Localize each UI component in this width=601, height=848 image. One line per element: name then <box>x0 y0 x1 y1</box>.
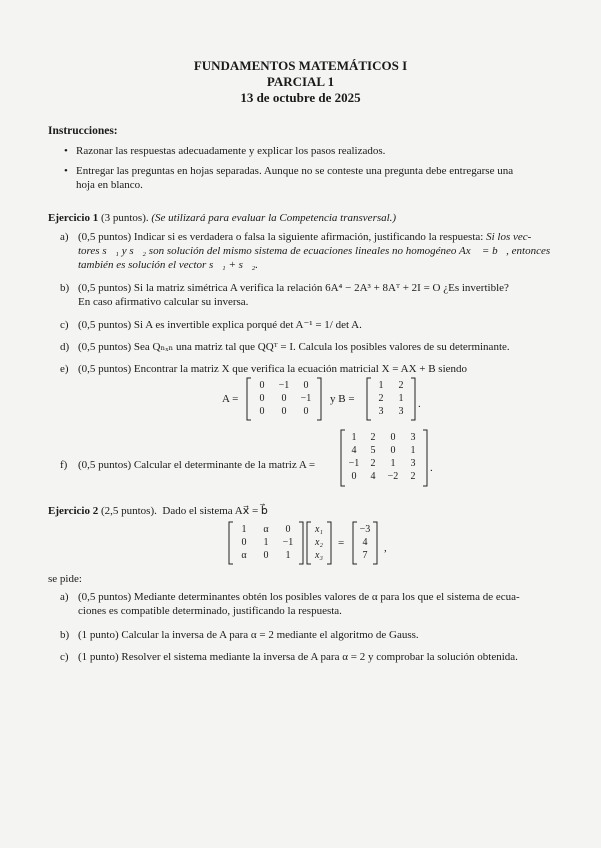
vector-cell: 4 <box>362 537 368 548</box>
exercise-2-points: (2,5 puntos). <box>100 505 157 517</box>
instructions-heading: Instrucciones: <box>48 125 118 137</box>
matrix-cell: 2 <box>370 458 376 469</box>
ex1-a-marker: a) <box>60 231 69 243</box>
ex1-b-marker: b) <box>60 282 70 294</box>
ex2-equals: = <box>338 537 345 549</box>
exam-title: FUNDAMENTOS MATEMÁTICOS I <box>193 58 408 73</box>
ex2-se-pide: se pide: <box>48 573 82 585</box>
instruction-item: • Razonar las respuestas adecuadamente y explicar los pasos realizados. <box>76 144 385 158</box>
ex2-vector-x <box>306 522 332 564</box>
matrix-cell: 0 <box>241 537 247 548</box>
vector-cell: −3 <box>359 524 371 535</box>
matrix-cell: −1 <box>300 393 312 404</box>
ex1-a-line1-text: (0,5 puntos) Indicar si es verdadera o falsa la siguiente afirmación, justificando la respuesta: <box>78 231 484 243</box>
matrix-cell: 4 <box>370 471 376 482</box>
ex2-a-line2: ciones es compatible determinado, justificando la respuesta. <box>78 605 342 617</box>
vector-cell: x₂ <box>315 537 323 548</box>
matrix-cell: 0 <box>281 393 287 404</box>
matrix-cell: 3 <box>410 458 416 469</box>
ex1-c-line1: (0,5 puntos) Si A es invertible explica porqué det A⁻¹ = 1/ det A. <box>78 319 362 331</box>
matrix-cell: 2 <box>410 471 416 482</box>
matrix-cell: 0 <box>259 393 265 404</box>
matrix-cell: 2 <box>398 380 404 391</box>
matrix-cell: 5 <box>370 445 376 456</box>
ex1-d-marker: d) <box>60 341 70 353</box>
matrix-cell: 0 <box>390 445 396 456</box>
matrix-cell: 2 <box>370 432 376 443</box>
ex1-e-A-label: A = <box>222 393 239 405</box>
ex1-f-matrix <box>340 430 428 486</box>
ex1-a-line1 <box>78 230 531 244</box>
exercise-2-heading <box>48 504 268 518</box>
instruction-item-cont: hoja en blanco. <box>76 179 143 191</box>
matrix-cell: 0 <box>285 524 291 535</box>
exercise-2-intro: Dado el sistema Ax⃗ = b⃗ <box>162 505 268 517</box>
matrix-cell: 3 <box>378 406 384 417</box>
ex2-vector-b <box>352 522 378 564</box>
matrix-cell: 2 <box>378 393 384 404</box>
matrix-cell: 1 <box>390 458 396 469</box>
matrix-cell: −1 <box>278 380 290 391</box>
exercise-1-note: (Se utilizará para evaluar la Competencia transversal.) <box>151 212 397 224</box>
matrix-cell: 4 <box>351 445 357 456</box>
vector-cell: x₃ <box>315 550 323 561</box>
ex2-c-marker: c) <box>60 651 69 663</box>
matrix-cell: −1 <box>282 537 294 548</box>
exam-date: 13 de octubre de 2025 <box>240 90 361 105</box>
ex1-e-line1: (0,5 puntos) Encontrar la matriz X que verifica la ecuación matricial X = AX + B siendo <box>78 363 468 375</box>
ex1-e-marker: e) <box>60 363 69 375</box>
ex1-f-end: . <box>430 462 433 474</box>
matrix-cell: 0 <box>351 471 357 482</box>
matrix-cell: 1 <box>263 537 269 548</box>
ex2-b-marker: b) <box>60 629 70 641</box>
ex2-a-marker: a) <box>60 591 69 603</box>
vector-cell: 7 <box>362 550 368 561</box>
ex1-e-matrix-A <box>246 378 322 420</box>
matrix-cell: 0 <box>303 406 309 417</box>
ex2-matrix-A <box>228 522 304 564</box>
vector-cell: x₁ <box>315 524 323 535</box>
matrix-cell: 0 <box>259 406 265 417</box>
ex1-a-line2: tores s⃗₁ y s⃗₂ son solución del mismo sistema de ecuaciones lineales no homogéneo Ax⃗ = b⃗, entonces <box>78 245 551 257</box>
exercise-2-title: Ejercicio 2 <box>48 505 99 517</box>
exercise-1-heading <box>48 211 396 225</box>
ex1-e-matrix-B <box>366 378 416 420</box>
ex1-f-line1: (0,5 puntos) Calcular el determinante de la matriz A = <box>78 459 316 471</box>
matrix-cell: 0 <box>263 550 269 561</box>
matrix-cell: 0 <box>281 406 287 417</box>
matrix-cell: 0 <box>303 380 309 391</box>
ex1-d-line1: (0,5 puntos) Sea Qₙₓₙ una matriz tal que QQᵀ = I. Calcula los posibles valores de su determinante. <box>78 341 510 353</box>
ex1-a-line3: también es solución el vector s⃗₁ + s⃗₂. <box>78 259 259 271</box>
matrix-cell: 3 <box>410 432 416 443</box>
matrix-cell: −2 <box>387 471 399 482</box>
ex2-c-line1: (1 punto) Resolver el sistema mediante la inversa de A para α = 2 y comprobar la solución obtenida. <box>78 651 518 663</box>
matrix-cell: 1 <box>351 432 357 443</box>
exam-subtitle: PARCIAL 1 <box>266 74 335 89</box>
matrix-cell: −1 <box>348 458 360 469</box>
matrix-cell: 0 <box>259 380 265 391</box>
instruction-item: • Entregar las preguntas en hojas separadas. Aunque no se conteste una pregunta debe entregarse una <box>76 164 513 178</box>
ex1-e-end: . <box>418 398 421 410</box>
ex1-a-line1-italic: Si los vec- <box>486 231 532 243</box>
ex1-e-B-label: y B = <box>330 393 355 405</box>
matrix-cell: α <box>263 524 269 535</box>
matrix-cell: 1 <box>378 380 384 391</box>
matrix-cell: α <box>241 550 247 561</box>
ex1-c-marker: c) <box>60 319 69 331</box>
exercise-1-title: Ejercicio 1 <box>48 212 99 224</box>
ex2-a-line1: (0,5 puntos) Mediante determinantes obtén los posibles valores de α para los que el sistema de ecua- <box>78 591 520 603</box>
exercise-1-points: (3 puntos). <box>100 212 149 224</box>
matrix-cell: 0 <box>390 432 396 443</box>
ex1-b-line2: En caso afirmativo calcular su inversa. <box>78 296 249 308</box>
ex1-f-marker: f) <box>60 459 68 471</box>
matrix-cell: 1 <box>241 524 247 535</box>
matrix-cell: 1 <box>285 550 291 561</box>
ex2-b-line1: (1 punto) Calcular la inversa de A para α = 2 mediante el algoritmo de Gauss. <box>78 629 419 641</box>
ex1-b-line1: (0,5 puntos) Si la matriz simétrica A verifica la relación 6A⁴ − 2A³ + 8Aᵀ + 2I = O ¿Es invertible? <box>78 282 509 294</box>
matrix-cell: 3 <box>398 406 404 417</box>
matrix-cell: 1 <box>410 445 416 456</box>
matrix-cell: 1 <box>398 393 404 404</box>
ex2-comma: , <box>384 542 387 554</box>
